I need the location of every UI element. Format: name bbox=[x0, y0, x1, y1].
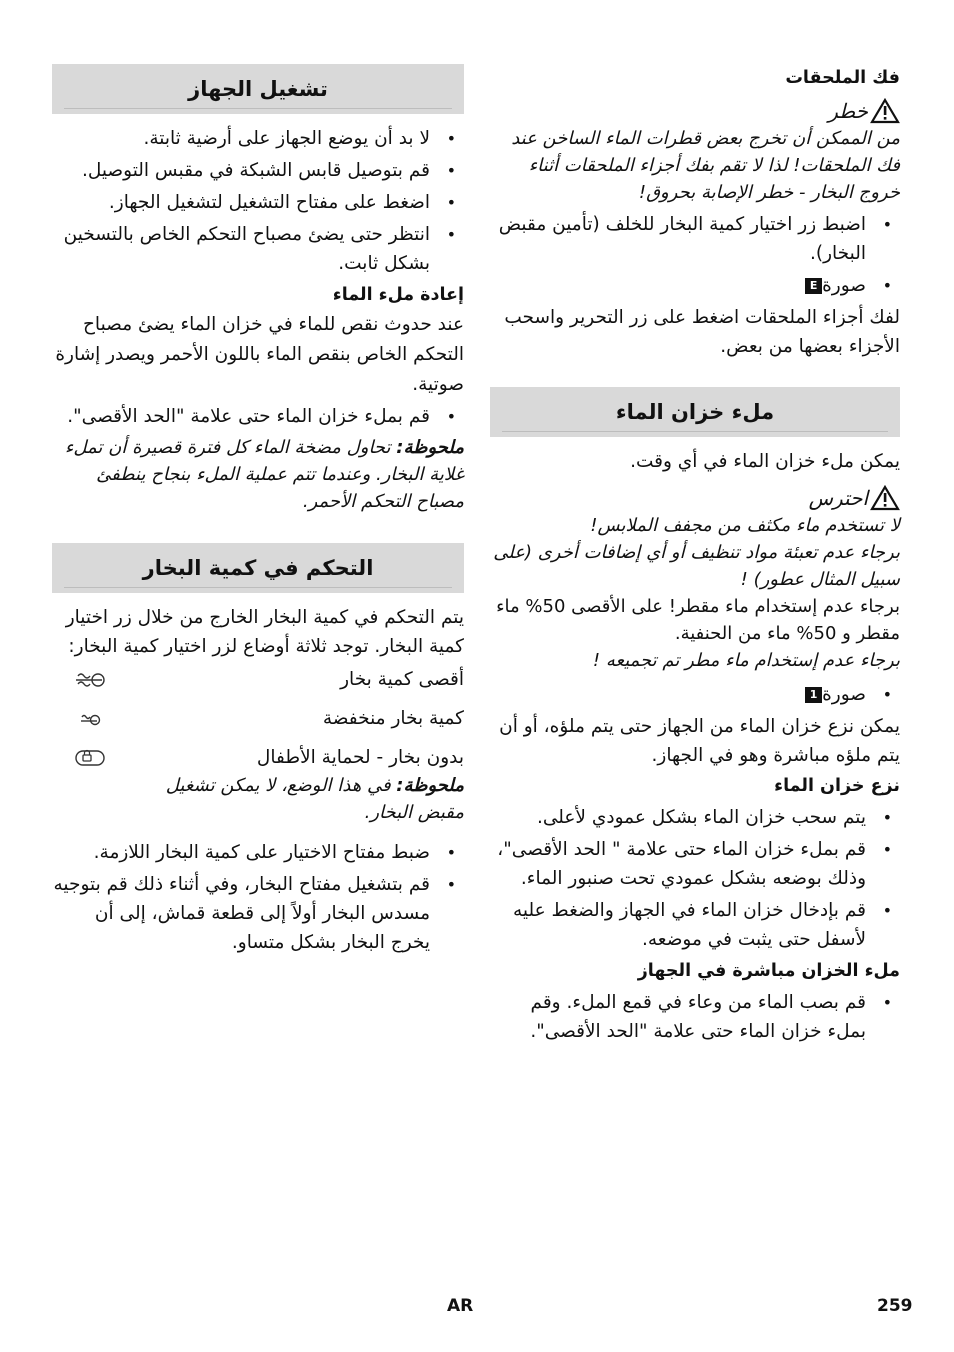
caution-line: برجاء عدم إستخدام ماء مقطر! على الأقصى 50% ماء مقطر و 50% ماء من الحنفية. bbox=[496, 596, 900, 644]
steam-paragraph: يتم التحكم في كمية البخار الخارج من خلال زر اختيار كمية البخار. توجد ثلاثة أوضاع لزر اختيار كمية البخار: bbox=[65, 607, 464, 657]
fill-figure-list bbox=[490, 680, 900, 709]
caution-line: لا تستخدم ماء مكثف من مجفف الملابس! bbox=[590, 515, 900, 536]
caution-warning bbox=[490, 484, 900, 512]
list-item: • قم بصب الماء من وعاء في قمع الملء. وقم بملء خزان الماء حتى علامة "الحد الأقصى". bbox=[490, 988, 900, 1046]
warning-triangle-icon bbox=[870, 485, 900, 511]
left-column bbox=[52, 0, 464, 960]
right-column bbox=[490, 0, 900, 1049]
steam-mode-row bbox=[52, 704, 464, 733]
refill-heading: إعادة ملء الماء bbox=[332, 285, 464, 305]
accessories-heading: فك الملحقات bbox=[785, 68, 900, 88]
danger-text: من الممكن أن تخرج بعض قطرات الماء الساخن عند فك الملحقات! لذا لا تقم بفك أجزاء الملحقات أثناء خروج البخار - خطر الإصابة بحروق! bbox=[511, 128, 900, 203]
remove-steps bbox=[490, 803, 900, 954]
list-item: • قم بتوصيل قابس الشبكة في مقبس التوصيل. bbox=[52, 156, 464, 185]
accessory-steps bbox=[490, 210, 900, 300]
note-label: ملحوظة: bbox=[396, 775, 464, 796]
danger-warning bbox=[490, 97, 900, 125]
figure-label: صورة bbox=[822, 275, 866, 296]
remove-heading: نزع خزان الماء bbox=[774, 776, 900, 796]
list-item: • قم بتشغيل مفتاح البخار، وفي أثناء ذلك قم بتوجيه مسدس البخار أولاً إلى قطعة قماش، إلى أن يخرج البخار بشكل متساو. bbox=[52, 870, 464, 957]
refill-steps bbox=[52, 402, 464, 431]
direct-fill-steps bbox=[490, 988, 900, 1046]
caution-line: برجاء عدم إستخدام ماء مطر تم تجميعه ! bbox=[592, 650, 900, 671]
operation-steps bbox=[52, 124, 464, 278]
max-steam-icon bbox=[72, 668, 108, 692]
steam-mode-label: أقصى كمية بخار bbox=[340, 669, 464, 690]
list-item: • لا بد أن يوضع الجهاز على أرضية ثابتة. bbox=[52, 124, 464, 153]
list-item: • قم بملء خزان الماء حتى علامة " الحد الأقصى"، وذلك بوضعه بشكل عمودي تحت صنبور الماء. bbox=[490, 835, 900, 893]
figure-label: صورة bbox=[822, 684, 866, 705]
caution-label: احترس bbox=[808, 486, 868, 510]
fill-intro: يمكن ملء خزان الماء في أي وقت. bbox=[630, 451, 900, 472]
danger-label: خطر bbox=[828, 99, 868, 123]
list-item: • قم بإدخال خزان الماء في الجهاز والضغط عليه لأسفل حتى يثبت في موضعه. bbox=[490, 896, 900, 954]
fill-paragraph: يمكن نزع خزان الماء من الجهاز حتى يتم ملؤه، أو أن يتم ملؤه مباشرة وهو في الجهاز. bbox=[499, 716, 900, 766]
accessories-paragraph: لفك أجزاء الملحقات اضغط على زر التحرير واسحب الأجزاء بعضها من بعض. bbox=[504, 307, 900, 357]
list-item bbox=[490, 680, 900, 709]
list-item: • اضغط على مفتاح التشغيل لتشغيل الجهاز. bbox=[52, 188, 464, 217]
list-item: • انتظر حتى يضئ مصباح التحكم الخاص بالتسخين بشكل ثابت. bbox=[52, 220, 464, 278]
steam-mode-row bbox=[52, 665, 464, 694]
mode-note bbox=[128, 772, 464, 826]
language-code: AR bbox=[447, 1296, 474, 1316]
low-steam-icon bbox=[72, 707, 108, 731]
direct-fill-heading: ملء الخزان مباشرة في الجهاز bbox=[637, 961, 900, 981]
note-label: ملحوظة: bbox=[396, 437, 464, 458]
steam-steps bbox=[52, 838, 464, 957]
fill-section-title: ملء خزان الماء bbox=[490, 387, 900, 437]
figure-ref-badge: E bbox=[805, 278, 822, 294]
list-item: • ضبط مفتاح الاختيار على كمية البخار اللازمة. bbox=[52, 838, 464, 867]
refill-note bbox=[52, 434, 464, 515]
operation-section-title: تشغيل الجهاز bbox=[52, 64, 464, 114]
refill-note-text: تحاول مضخة الماء كل فترة قصيرة أن تملء غلاية البخار. وعندما تتم عملية الملء بنجاح ينطفئ مصباح التحكم الأحمر. bbox=[64, 437, 464, 512]
steam-section-title: التحكم في كمية البخار bbox=[52, 543, 464, 593]
steam-mode-row bbox=[52, 743, 464, 826]
figure-ref-badge: 1 bbox=[805, 687, 822, 703]
steam-mode-label: بدون بخار - لحماية الأطفال bbox=[256, 747, 464, 768]
list-item: • قم بملء خزان الماء حتى علامة "الحد الأقصى". bbox=[52, 402, 464, 431]
mode-note-text: في هذا الوضع، لا يمكن تشغيل مقبض البخار. bbox=[165, 775, 464, 823]
list-item: • اضبط زر اختيار كمية البخار للخلف (تأمين مقبض البخار). bbox=[490, 210, 900, 268]
list-item bbox=[490, 271, 900, 300]
list-item: • يتم سحب خزان الماء بشكل عمودي لأعلى. bbox=[490, 803, 900, 832]
page-number: 259 bbox=[877, 1296, 913, 1316]
steam-mode-label: كمية بخار منخفضة bbox=[322, 708, 464, 729]
warning-triangle-icon bbox=[870, 98, 900, 124]
refill-paragraph: عند حدوث نقص للماء في خزان الماء يضئ مصباح التحكم الخاص بنقص الماء باللون الأحمر ويصدر إشارة صوتية. bbox=[55, 314, 464, 395]
child-lock-icon bbox=[72, 746, 108, 770]
caution-line: برجاء عدم تعبئة مواد تنظيف أو أي إضافات أخرى (على سبيل المثال عطور) ! bbox=[493, 542, 900, 590]
